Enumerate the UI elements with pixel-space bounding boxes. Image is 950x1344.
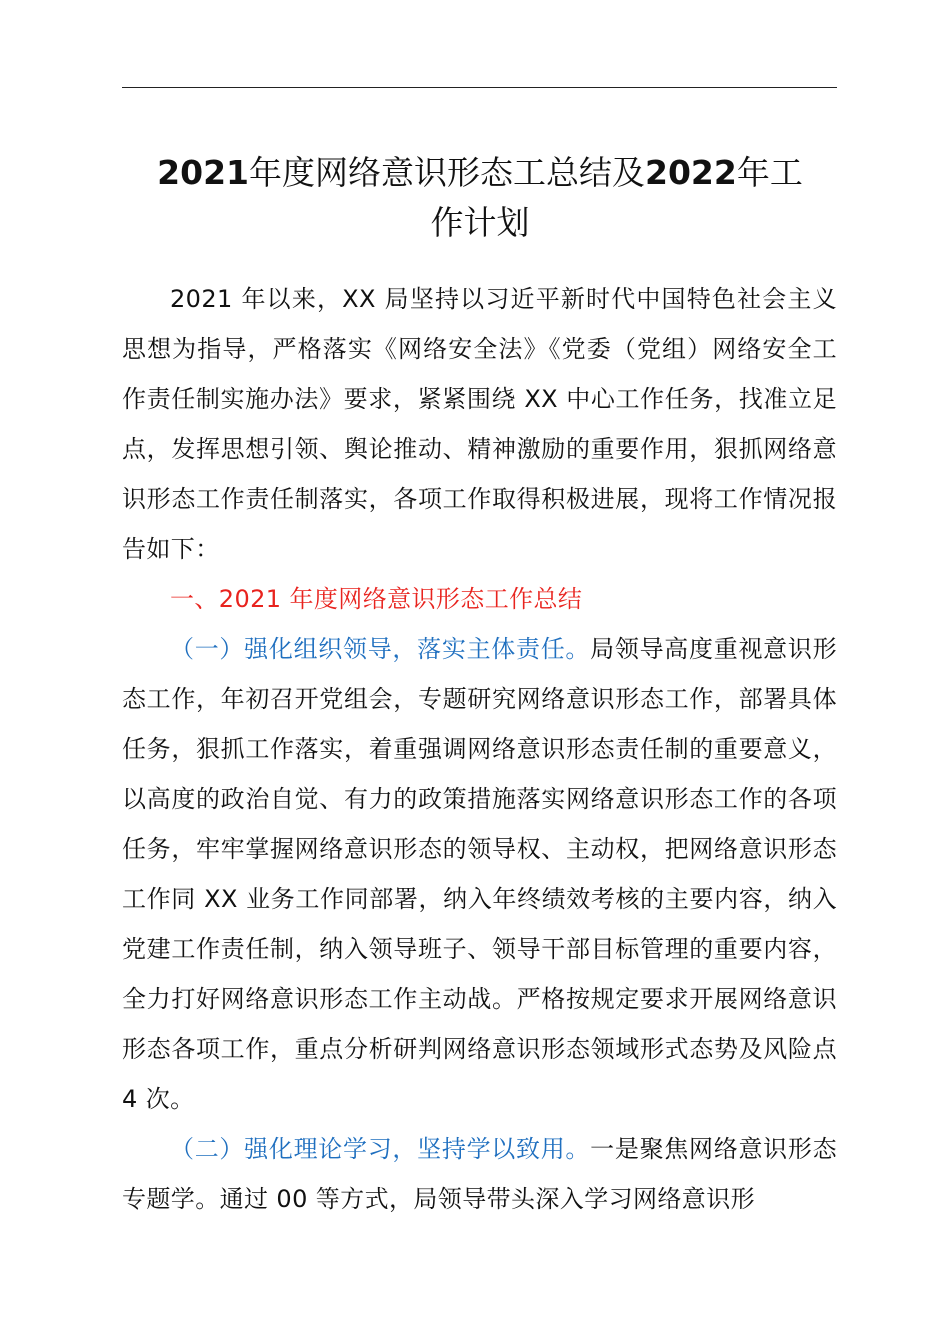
header-rule [122,87,837,88]
document-body [122,274,837,1224]
subsection-1-paragraph [122,624,837,1124]
title-part-a: 年度网络意识形态工总结及 [249,153,645,192]
subsection-1-text: 局领导高度重视意识形态工作，年初召开党组会，专题研究网络意识形态工作，部署具体任务，狠抓工作落实，着重强调网络意识形态责任制的重要意义，以高度的政治自觉、有力的政策措施落实网络意识形态工作的各项任务，牢牢掌握网络意识形态的领导权、主动权，把网络意识形态工作同 XX 业务工作同部署，纳入年终绩效考核的主要内容，纳入党建工作责任制，纳入领导班子、领导干部目标管理的重要内容，全力打好网络意识形态工作主动战。严格按规定要求开展网络意识形态各项工作，重点分析研判网络意识形态领域形式态势及风险点 4 次。 [122,635,837,1113]
title-part-b: 年工 [736,153,803,192]
title-line-2: 作计划 [430,203,530,242]
section-1-heading: 一、2021 年度网络意识形态工作总结 [170,585,583,613]
subsection-2-paragraph [122,1124,837,1224]
title-year-2021: 2021 [157,153,249,192]
intro-paragraph: 2021 年以来，XX 局坚持以习近平新时代中国特色社会主义思想为指导，严格落实《网络安全法》《党委（党组）网络安全工作责任制实施办法》要求，紧紧围绕 XX 中心工作任务，找准立足点，发挥思想引领、舆论推动、精神激励的重要作用，狠抓网络意识形态工作责任制落实，各项工作取得积极进展，现将工作情况报告如下： [122,285,837,563]
title-year-2022: 2022 [645,153,737,192]
subsection-1-heading: （一）强化组织领导，落实主体责任。 [170,635,591,663]
subsection-2-text: 一是聚焦网络意识形态专题学。通过 00 等方式，局领导带头深入学习网络意识形 [122,1135,837,1213]
document-title [110,148,850,248]
subsection-2-heading: （二）强化理论学习，坚持学以致用。 [170,1135,591,1163]
